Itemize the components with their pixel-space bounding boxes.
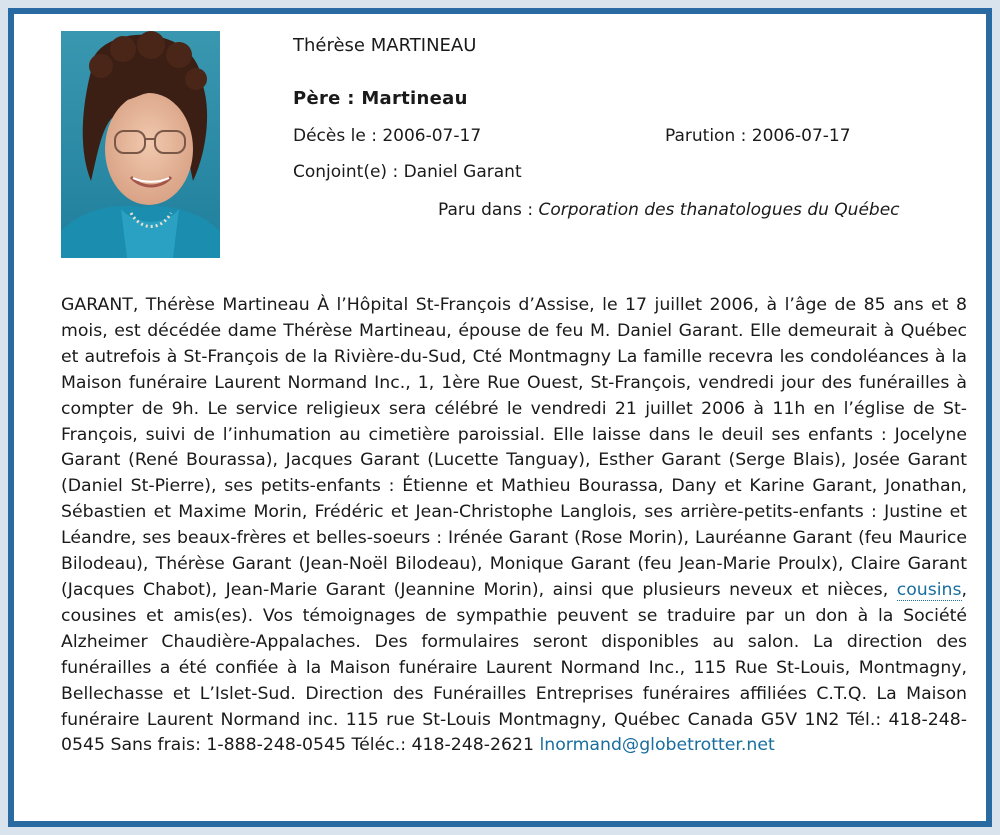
portrait-photo: [61, 31, 220, 258]
deceased-name: Thérèse MARTINEAU: [293, 35, 477, 56]
obituary-text-part1: GARANT, Thérèse Martineau À l’Hôpital St-François d’Assise, le 17 juillet 2006, à l’âge de 85 ans et 8 mois, est décédée dame Thérèse Martineau, épouse de feu M. Daniel Garant. Elle demeurait à Québec et autrefois à St-François de la Rivière-du-Sud, Cté Montmagny La famille recevra les condoléances à la Maison funéraire Laurent Normand Inc., 1, 1ère Rue Ouest, St-François, vendredi jour des funérailles à compter de 9h. Le service religieux sera célébré le vendredi 21 juillet 2006 à 11h en l’église de St-François, suivi de l’inhumation au cimetière paroissial. Elle laisse dans le deuil ses enfants : Jocelyne Garant (René Bourassa), Jacques Garant (Lucette Tanguay), Esther Garant (Serge Blais), Josée Garant (Daniel St-Pierre), ses petits-enfants : Étienne et Mathieu Bourassa, Dany et Karine Garant, Jonathan, Sébastien et Maxime Morin, Frédéric et Jean-Christophe Langlois, ses arrière-petits-enfants : Justine et Léandre, ses beaux-frères et belles-soeurs : Irénée Garant (Rose Morin), Lauréanne Garant (feu Maurice Bilodeau), Thérèse Garant (Jean-Noël Bilodeau), Monique Garant (feu Jean-Marie Proulx), Claire Garant (Jacques Chabot), Jean-Marie Garant (Jeannine Morin), ainsi que plusieurs neveux et nièces,: [61, 295, 967, 600]
spouse-field: Conjoint(e) : Daniel Garant: [293, 162, 522, 182]
published-in-source: Corporation des thanatologues du Québec: [538, 200, 900, 220]
obituary-text-part2: , cousines et amis(es). Vos témoignages de sympathie peuvent se traduire par un don à la Société Alzheimer Chaudière-Appalaches. Des formulaires seront disponibles au salon. La direction des funérailles a été confiée à la Maison funéraire Laurent Normand Inc., 115 Rue St-Louis, Montmagny, Bellechasse et L’Islet-Sud. Direction des Funérailles Entreprises funéraires affiliées C.T.Q. La Maison funéraire Laurent Normand inc. 115 rue St-Louis Montmagny, Québec Canada G5V 1N2 Tél.: 418-248-0545 Sans frais: 1-888-248-0545 Téléc.: 418-248-2621: [61, 579, 967, 756]
obituary-text: [61, 293, 967, 759]
cousins-link[interactable]: cousins: [896, 579, 962, 600]
published-in-field: [438, 198, 900, 222]
email-link[interactable]: lnormand@globetrotter.net: [539, 735, 775, 756]
obituary-card: [8, 8, 992, 827]
publication-date-field: Parution : 2006-07-17: [665, 126, 851, 146]
death-date-field: Décès le : 2006-07-17: [293, 126, 482, 146]
father-field: Père : Martineau: [293, 88, 468, 109]
published-in-label: Paru dans :: [438, 200, 539, 220]
